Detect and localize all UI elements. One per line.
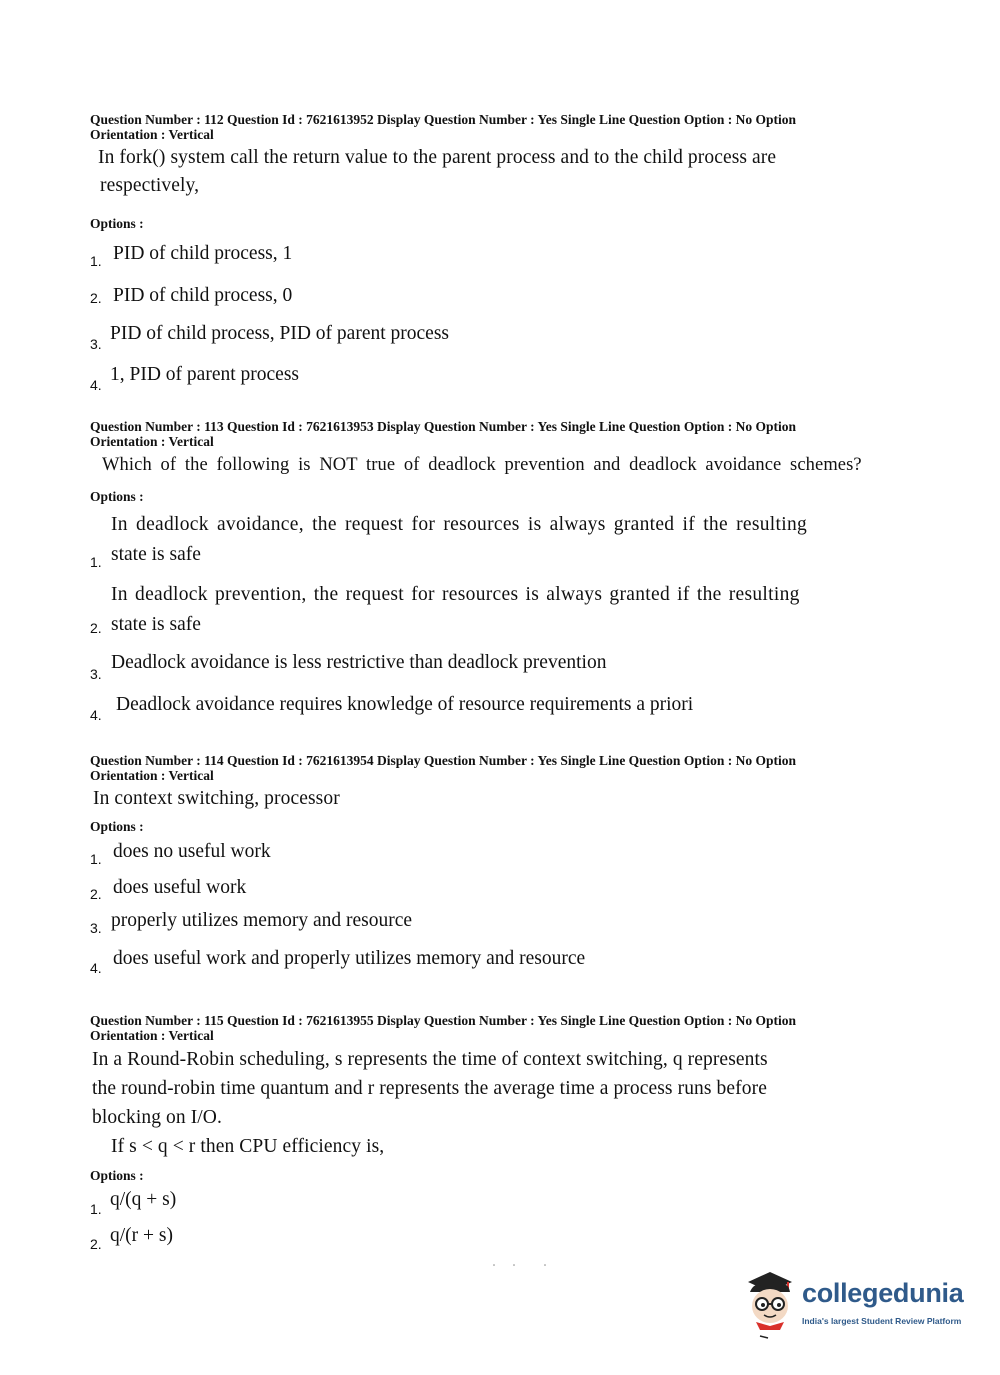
question-text xyxy=(102,451,905,479)
option-text: Deadlock avoidance is less restrictive than deadlock prevention xyxy=(111,652,607,673)
option-number: 4. xyxy=(90,707,102,723)
option-number: 1. xyxy=(90,851,102,867)
meta-line-2: Orientation : Vertical xyxy=(90,127,214,142)
question-meta xyxy=(90,753,880,783)
options-label: Options : xyxy=(90,819,144,834)
question-text-line: In a Round-Robin scheduling, s represents the time of context switching, q represents xyxy=(92,1049,768,1070)
question-text-line: If s < q < r then CPU efficiency is, xyxy=(111,1136,385,1157)
question-text-line: blocking on I/O. xyxy=(92,1107,222,1128)
question-text xyxy=(98,144,905,200)
option-text: PID of child process, 0 xyxy=(113,285,293,306)
question-text xyxy=(93,785,905,813)
option-text: 1, PID of parent process xyxy=(110,364,299,385)
question-text-line: In context switching, processor xyxy=(93,788,340,809)
meta-line-1: Question Number : 114 Question Id : 7621613954 Display Question Number : Yes Single Line Question Option : No Option xyxy=(90,753,796,768)
option-text: q/(r + s) xyxy=(110,1225,173,1246)
option-1 xyxy=(90,240,905,268)
option-text: does useful work xyxy=(113,877,247,898)
options-label: Options : xyxy=(90,489,144,504)
option-number: 1. xyxy=(90,554,102,570)
option-4 xyxy=(90,945,905,976)
option-number: 3. xyxy=(90,920,102,936)
option-text: PID of child process, PID of parent process xyxy=(110,323,450,344)
question-115 xyxy=(90,1013,905,1250)
meta-line-2: Orientation : Vertical xyxy=(90,434,214,449)
question-meta xyxy=(90,419,880,449)
options-label: Options : xyxy=(90,1168,144,1183)
question-text-line: respectively, xyxy=(100,175,200,196)
question-text-line: Which of the following is NOT true of deadlock prevention and deadlock avoidance schemes? xyxy=(102,455,862,475)
option-number: 2. xyxy=(90,886,102,902)
option-text: does no useful work xyxy=(113,841,271,862)
option-text: q/(q + s) xyxy=(110,1189,177,1210)
option-number: 4. xyxy=(90,960,102,976)
option-number: 3. xyxy=(90,336,102,352)
option-2 xyxy=(90,581,905,639)
option-2 xyxy=(90,282,905,310)
question-112 xyxy=(90,112,905,393)
option-3 xyxy=(90,907,905,935)
scan-dots xyxy=(490,1263,550,1267)
question-meta xyxy=(90,1013,880,1043)
option-number: 4. xyxy=(90,377,102,393)
meta-line-1: Question Number : 112 Question Id : 7621613952 Display Question Number : Yes Single Line Question Option : No Option xyxy=(90,112,796,127)
option-2 xyxy=(90,1222,905,1250)
option-3 xyxy=(90,320,905,352)
option-3 xyxy=(90,649,905,682)
option-number: 2. xyxy=(90,290,102,306)
option-1 xyxy=(90,511,905,569)
option-text: Deadlock avoidance requires knowledge of resource requirements a priori xyxy=(116,694,694,715)
question-114 xyxy=(90,753,905,976)
question-text-line: the round-robin time quantum and r represents the average time a process runs before xyxy=(92,1078,767,1099)
option-text: PID of child process, 1 xyxy=(113,243,293,264)
mascot-icon xyxy=(740,1268,802,1340)
option-4 xyxy=(90,361,905,393)
option-number: 2. xyxy=(90,1236,102,1252)
question-text xyxy=(92,1045,905,1161)
option-number: 3. xyxy=(90,666,102,682)
option-number: 1. xyxy=(90,1201,102,1217)
logo-tagline: India's largest Student Review Platform xyxy=(802,1316,962,1326)
option-2 xyxy=(90,874,905,902)
meta-line-1: Question Number : 113 Question Id : 7621613953 Display Question Number : Yes Single Line Question Option : No Option xyxy=(90,419,796,434)
option-1 xyxy=(90,1186,905,1217)
question-meta xyxy=(90,112,880,142)
option-text: state is safe xyxy=(111,544,201,565)
question-text-line: In fork() system call the return value to the parent process and to the child process are xyxy=(98,147,777,168)
option-text: properly utilizes memory and resource xyxy=(111,910,413,931)
option-4 xyxy=(90,691,905,723)
meta-line-1: Question Number : 115 Question Id : 7621613955 Display Question Number : Yes Single Line Question Option : No Option xyxy=(90,1013,796,1028)
option-number: 1. xyxy=(90,253,102,269)
option-text: does useful work and properly utilizes memory and resource xyxy=(113,948,586,969)
option-text: In deadlock avoidance, the request for resources is always granted if the resulting xyxy=(111,514,808,535)
collegedunia-logo xyxy=(740,1268,970,1340)
option-text: state is safe xyxy=(111,614,201,635)
meta-line-2: Orientation : Vertical xyxy=(90,1028,214,1043)
option-text: In deadlock prevention, the request for resources is always granted if the resulting xyxy=(111,584,800,605)
meta-line-2: Orientation : Vertical xyxy=(90,768,214,783)
question-113 xyxy=(90,419,905,723)
options-label: Options : xyxy=(90,216,144,231)
option-1 xyxy=(90,838,905,866)
logo-brand-text: collegedunia xyxy=(802,1278,964,1308)
option-number: 2. xyxy=(90,620,102,636)
